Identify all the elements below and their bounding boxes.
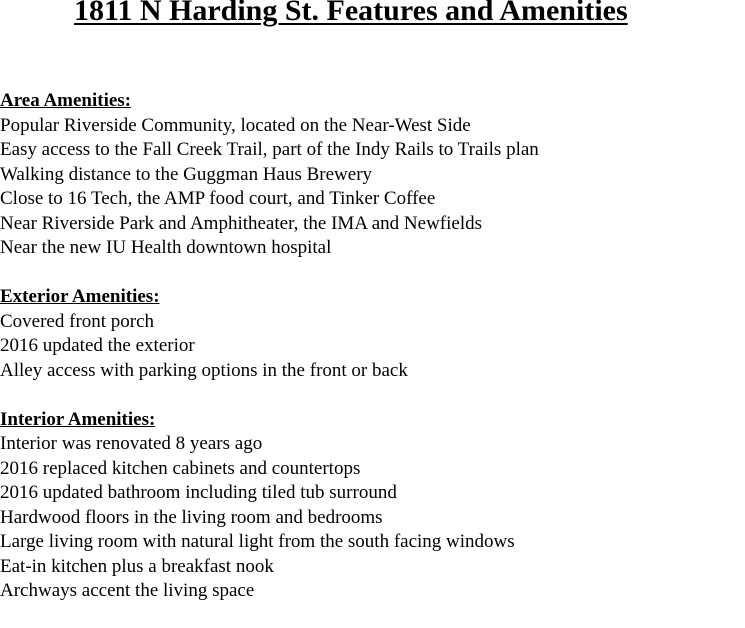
list-item: Large living room with natural light from the south facing windows <box>0 531 515 552</box>
list-item: 2016 replaced kitchen cabinets and countertops <box>0 457 361 479</box>
list-item: Walking distance to the Guggman Haus Brewery <box>0 163 373 185</box>
exterior-amenities-section <box>0 285 745 383</box>
section-heading: Interior Amenities: <box>0 408 156 430</box>
interior-amenities-section <box>0 408 745 604</box>
list-item: Archways accent the living space <box>0 580 255 601</box>
list-item: Covered front porch <box>0 310 155 332</box>
list-item: 2016 updated the exterior <box>0 335 195 356</box>
list-item: Eat-in kitchen plus a breakfast nook <box>0 555 274 577</box>
list-item: Easy access to the Fall Creek Trail, part of the Indy Rails to Trails plan <box>0 139 539 160</box>
area-amenities-section <box>0 89 745 261</box>
document-title: 1811 N Harding St. Features and Amenities <box>74 0 628 27</box>
list-item: Hardwood floors in the living room and bedrooms <box>0 506 383 528</box>
amenities-list <box>0 432 745 604</box>
section-heading: Exterior Amenities: <box>0 286 160 307</box>
list-item: Near Riverside Park and Amphitheater, the IMA and Newfields <box>0 212 483 234</box>
list-item: Interior was renovated 8 years ago <box>0 433 263 454</box>
list-item: Popular Riverside Community, located on the Near-West Side <box>0 114 471 136</box>
list-item: Alley access with parking options in the front or back <box>0 359 408 381</box>
list-item: 2016 updated bathroom including tiled tub surround <box>0 482 397 503</box>
amenities-list <box>0 310 745 384</box>
section-heading: Area Amenities: <box>0 90 132 111</box>
list-item: Near the new IU Health downtown hospital <box>0 237 332 258</box>
amenities-list <box>0 114 745 261</box>
document-body <box>0 89 745 628</box>
list-item: Close to 16 Tech, the AMP food court, and Tinker Coffee <box>0 188 436 209</box>
